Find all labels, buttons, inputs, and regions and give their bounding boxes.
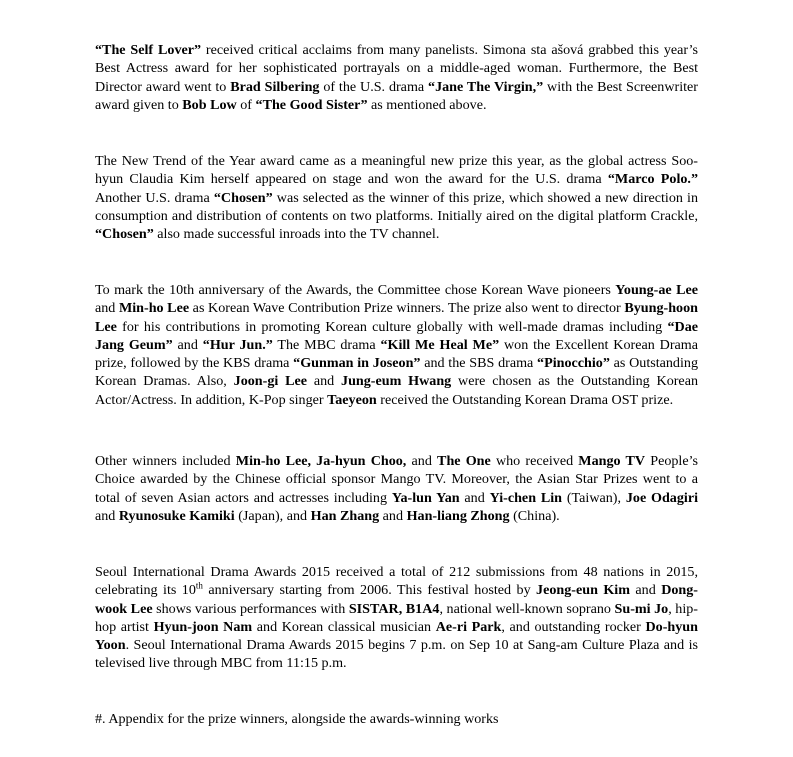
text-run: received critical acclaims from many panelists. Simona sta ašová grabbed this year’s Best Actress award for her sophisticated portrayals on a middle-aged woman. Furthermore, the Best Director award went to bbox=[95, 42, 698, 95]
text-run: and bbox=[459, 489, 490, 506]
text-run: and bbox=[307, 373, 342, 390]
text-run: and bbox=[95, 300, 119, 317]
text-run: People’s Choice awarded by the Chinese official sponsor Mango TV. Moreover, the Asian Star Prizes went to a total of seven Asian actors and actresses including bbox=[95, 453, 699, 506]
text-run: , hip-hop artist bbox=[95, 600, 698, 635]
bold-text: “Dae Jang Geum” bbox=[95, 318, 698, 353]
bold-text: Bob Low bbox=[182, 96, 237, 113]
bold-text: “Kill Me Heal Me” bbox=[380, 336, 500, 353]
bold-text: “The Good Sister” bbox=[255, 96, 368, 113]
paragraph-self-lover bbox=[95, 41, 698, 114]
text-run: and Korean classical musician bbox=[252, 618, 436, 635]
bold-text: SISTAR, B1A4 bbox=[348, 600, 440, 617]
text-run: and bbox=[629, 582, 662, 599]
bold-text: “The Self Lover” bbox=[95, 42, 202, 58]
text-run: for his contributions in promoting Korean culture globally with well-made dramas including bbox=[116, 318, 668, 335]
text-run: (China). bbox=[509, 507, 560, 524]
text-run: won the Excellent Korean Drama prize, followed by the KBS drama bbox=[95, 336, 698, 372]
superscript-text: th bbox=[195, 580, 203, 591]
text-run: and bbox=[95, 507, 119, 524]
text-run: , national well-known soprano bbox=[439, 600, 615, 617]
text-run: Another U.S. drama bbox=[95, 189, 214, 206]
paragraph-appendix bbox=[95, 710, 698, 728]
text-run: as Korean Wave Contribution Prize winners. The prize also went to director bbox=[189, 300, 625, 317]
text-run: as Outstanding Korean Dramas. Also, bbox=[95, 355, 698, 390]
text-run: Other winners included bbox=[95, 453, 236, 469]
bold-text: Yi-chen Lin bbox=[489, 489, 563, 506]
bold-text: Ae-ri Park bbox=[435, 618, 502, 635]
bold-text: Han Zhang bbox=[310, 507, 380, 524]
text-run: . Seoul International Drama Awards 2015 begins 7 p.m. on Sep 10 at Sang-am Culture Plaza and is televised live through MBC from 11:15 p.m. bbox=[95, 637, 698, 672]
text-run: Seoul International Drama Awards 2015 received a total of 212 submissions from 48 nations in 2015, celebrating its 10 bbox=[95, 564, 698, 599]
text-run: as mentioned above. bbox=[367, 96, 487, 113]
bold-text: Ya-lun Yan bbox=[391, 489, 460, 506]
bold-text: The One bbox=[437, 453, 491, 469]
bold-text: “Hur Jun.” bbox=[202, 336, 273, 353]
bold-text: Mango TV bbox=[578, 453, 646, 469]
text-run: (Japan), and bbox=[234, 507, 311, 524]
text-run: and bbox=[406, 453, 438, 469]
text-run: anniversary starting from 2006. This festival hosted by bbox=[202, 582, 537, 599]
bold-text: “Chosen” bbox=[213, 189, 273, 206]
bold-text: Min-ho Lee, Ja-hyun Choo, bbox=[235, 453, 407, 469]
bold-text: Jeong-eun Kim bbox=[536, 582, 630, 599]
bold-text: Han-liang Zhong bbox=[406, 507, 510, 524]
paragraph-festival-info bbox=[95, 563, 698, 673]
bold-text: Taeyeon bbox=[327, 391, 377, 408]
bold-text: “Pinocchio” bbox=[537, 355, 610, 372]
text-run: and bbox=[379, 507, 407, 524]
bold-text: Su-mi Jo bbox=[614, 600, 669, 617]
bold-text: Hyun-joon Nam bbox=[153, 618, 253, 635]
text-run: who received bbox=[490, 453, 579, 469]
text-run: was selected as the winner of this prize, which showed a new direction in consumption and distribution of contents on two platforms. Initially aired on the digital platform Crackle, bbox=[95, 189, 699, 224]
bold-text: Byung-hoon Lee bbox=[95, 300, 698, 335]
bold-text: “Gunman in Joseon” bbox=[293, 355, 421, 372]
bold-text: Joon-gi Lee bbox=[233, 373, 308, 390]
bold-text: Ryunosuke Kamiki bbox=[118, 507, 235, 524]
text-run: The New Trend of the Year award came as a meaningful new prize this year, as the global actress Soo-hyun Claudia Kim herself appeared on stage and won the award for the U.S. drama bbox=[95, 153, 698, 188]
text-run: were chosen as the Outstanding Korean Actor/Actress. In addition, K-Pop singer bbox=[95, 373, 698, 408]
text-run: of bbox=[236, 96, 256, 113]
bold-text: “Marco Polo.” bbox=[607, 171, 698, 188]
text-run: and bbox=[172, 336, 203, 353]
text-run: shows various performances with bbox=[152, 600, 349, 617]
paragraph-other-winners bbox=[95, 452, 698, 525]
bold-text: Jung-eum Hwang bbox=[341, 373, 452, 390]
text-run: also made successful inroads into the TV channel. bbox=[153, 226, 440, 243]
text-run: To mark the 10th anniversary of the Awards, the Committee chose Korean Wave pioneers bbox=[95, 282, 616, 298]
text-run: of the U.S. drama bbox=[319, 78, 429, 95]
text-run: and the SBS drama bbox=[420, 355, 538, 372]
text-run: The MBC drama bbox=[272, 336, 381, 353]
bold-text: Young-ae Lee bbox=[615, 282, 698, 298]
text-run: , and outstanding rocker bbox=[501, 618, 646, 635]
bold-text: Do-hyun Yoon bbox=[95, 618, 698, 654]
text-run: #. Appendix for the prize winners, alongside the awards-winning works bbox=[95, 711, 499, 727]
bold-text: “Chosen” bbox=[95, 226, 154, 243]
paragraph-10th-anniversary bbox=[95, 281, 698, 409]
bold-text: Brad Silbering bbox=[230, 78, 320, 95]
text-run: with the Best Screenwriter award given to bbox=[95, 78, 698, 113]
bold-text: Min-ho Lee bbox=[118, 300, 190, 317]
paragraph-new-trend bbox=[95, 152, 698, 243]
text-run: (Taiwan), bbox=[562, 489, 626, 506]
bold-text: “Jane The Virgin,” bbox=[428, 78, 544, 95]
bold-text: Joe Odagiri bbox=[625, 489, 698, 506]
bold-text: Dong-wook Lee bbox=[95, 582, 698, 617]
text-run: received the Outstanding Korean Drama OST prize. bbox=[376, 391, 674, 408]
